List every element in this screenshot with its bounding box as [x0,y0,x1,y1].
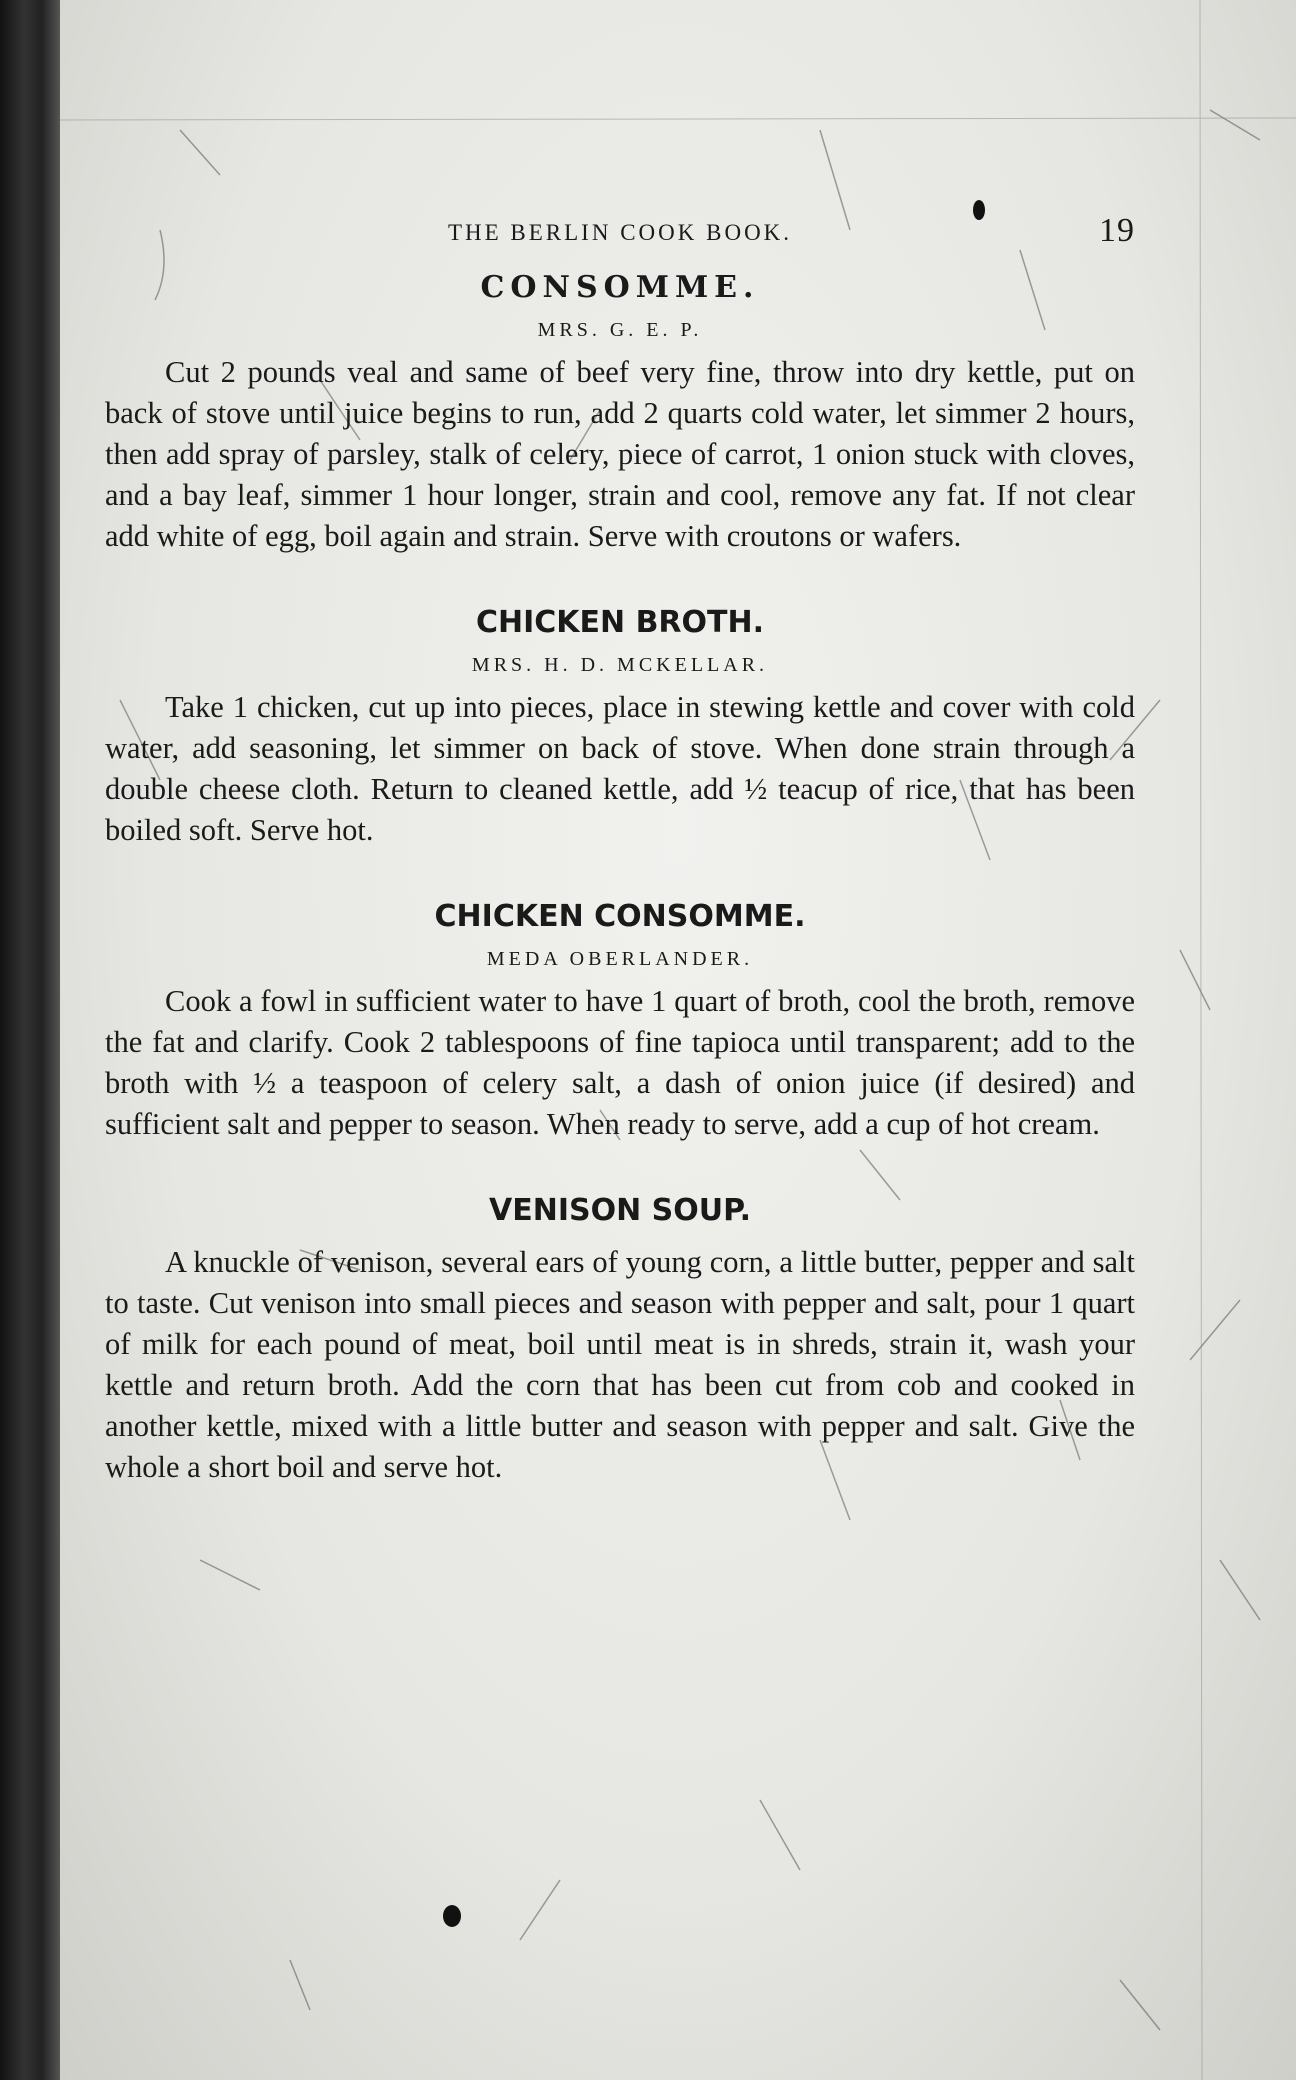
recipe-body: Cook a fowl in sufficient water to have 1 quart of broth, cool the broth, remove the fat and clarify. Cook 2 tablespoons of fine tapioca until transparent; add to the broth with ½ a teaspoon of celery salt, a dash of onion juice (if desired) and sufficient salt and pepper to season. When ready to serve, add a cup of hot cream. [105,984,1135,1141]
recipe-author: MEDA OBERLANDER. [486,948,754,970]
recipe-title: CONSOMME. [480,270,760,305]
recipe-author: MRS. G. E. P. [537,319,703,341]
page-number: 19 [1099,212,1135,249]
ink-spot [443,1905,461,1927]
recipe-title: CHICKEN CONSOMME. [434,899,806,934]
recipe-consomme [105,270,1135,557]
recipe-body: Take 1 chicken, cut up into pieces, place in stewing kettle and cover with cold water, add seasoning, let simmer on back of stove. When done strain through a double cheese cloth. Return to cleaned kettle, add ½ teacup of rice, that has been boiled soft. Serve hot. [105,690,1135,847]
book-gutter [0,0,60,2080]
page-text [105,212,1135,1488]
running-head-title: THE BERLIN COOK BOOK. [447,220,793,245]
recipe-author: MRS. H. D. MCKELLAR. [471,654,769,676]
recipe-chicken-consomme [105,899,1135,1145]
recipe-title: CHICKEN BROTH. [475,605,765,640]
recipe-chicken-broth [105,605,1135,851]
recipe-body: Cut 2 pounds veal and same of beef very fine, throw into dry kettle, put on back of stove until juice begins to run, add 2 quarts cold water, let simmer 2 hours, then add spray of parsley, stalk of celery, piece of carrot, 1 onion stuck with cloves, and a bay leaf, simmer 1 hour longer, strain and cool, remove any fat. If not clear add white of egg, boil again and strain. Serve with croutons or wafers. [105,355,1135,553]
recipe-venison-soup [105,1193,1135,1488]
recipe-body: A knuckle of venison, several ears of young corn, a little butter, pepper and salt to taste. Cut venison into small pieces and season with pepper and salt, pour 1 quart of milk for each pound of meat, boil until meat is in shreds, strain it, wash your kettle and return broth. Add the corn that has been cut from cob and cooked in another kettle, mixed with a little butter and season with pepper and salt. Give the whole a short boil and serve hot. [105,1245,1135,1484]
running-header [105,212,1135,270]
book-page [60,0,1296,2080]
ink-spot [973,200,985,220]
recipe-title: VENISON SOUP. [489,1193,751,1228]
